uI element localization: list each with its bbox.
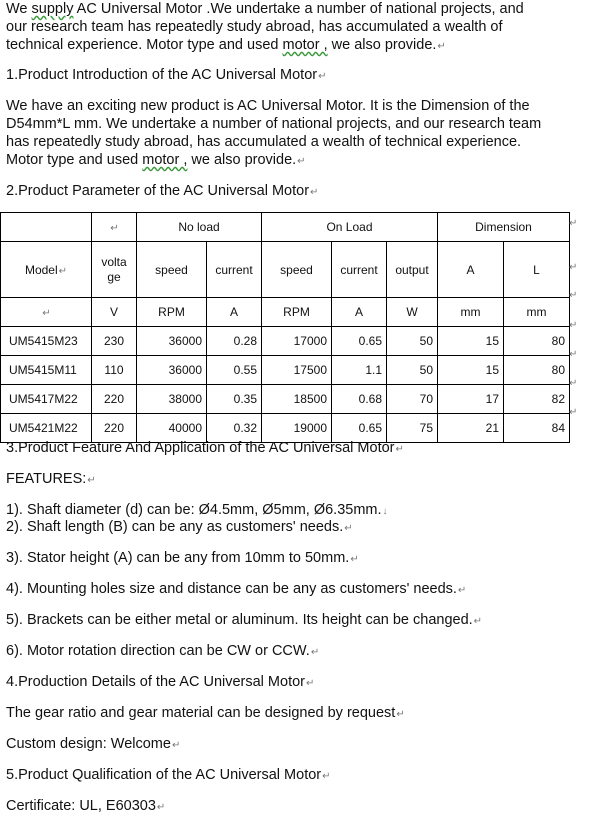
table-cell: 15 [438, 356, 504, 385]
section-3-heading: 3.Product Feature And Application of the AC Universal Motor↵ [6, 440, 404, 456]
paragraph-mark: ↵ [395, 444, 404, 455]
table-units-row [1, 298, 570, 327]
parameter-table [0, 212, 570, 443]
table-cell: 0.65 [332, 327, 387, 356]
table-cell: 0.32 [207, 414, 262, 443]
header-dim-a: A [438, 242, 504, 298]
intro-line-2: our research team has repeatedly study abroad, has accumulated a wealth of [6, 19, 503, 35]
paragraph-mark: ↵ [473, 616, 483, 627]
paragraph-mark: ↵ [437, 41, 446, 52]
feature-4: 4). Mounting holes size and distance can be any as customers' needs.↵ [6, 581, 467, 597]
table-cell: 0.35 [207, 385, 262, 414]
table-cell: 70 [387, 385, 438, 414]
unit-voltage: V [92, 298, 137, 327]
row-end-mark: ↵ [569, 290, 578, 301]
header-nl-speed: speed [137, 242, 207, 298]
table-cell: 1.1 [332, 356, 387, 385]
table-cell: 220 [92, 414, 137, 443]
unit-dim-a: mm [438, 298, 504, 327]
row-end-mark: ↵ [569, 349, 578, 360]
paragraph-mark: ↵ [156, 802, 166, 813]
section-1-line-3: has repeatedly study abroad, has accumulated a wealth of technical experience. [6, 134, 522, 150]
section-5-heading: 5.Product Qualification of the AC Universal Motor↵ [6, 767, 331, 783]
header-dimension: Dimension [438, 213, 570, 242]
table-cell: 220 [92, 385, 137, 414]
feature-3: 3). Stator height (A) can be any from 10mm to 50mm.↵ [6, 550, 359, 566]
section-1-line-2: D54mm*L mm. We undertake a number of national projects, and our research team [6, 116, 542, 132]
table-header-row-groups [1, 213, 570, 242]
unit-nl-speed: RPM [137, 298, 207, 327]
table-cell: 0.28 [207, 327, 262, 356]
unit-ol-current: A [332, 298, 387, 327]
table-cell: 38000 [137, 385, 207, 414]
table-cell: 50 [387, 327, 438, 356]
table-cell: 19000 [262, 414, 332, 443]
section-1-line-4: Motor type and used motor , we also provide.↵ [6, 152, 306, 168]
paragraph-mark: ↵ [87, 475, 96, 486]
line-break-mark: ↓ [382, 506, 388, 517]
table-cell: 36000 [137, 356, 207, 385]
table-cell: 40000 [137, 414, 207, 443]
table-cell: 18500 [262, 385, 332, 414]
section-1-line-1: We have an exciting new product is AC Universal Motor. It is the Dimension of the [6, 98, 530, 114]
section-1-heading: 1.Product Introduction of the AC Universal Motor↵ [6, 67, 327, 83]
table-cell: 0.68 [332, 385, 387, 414]
header-dim-l: L [504, 242, 570, 298]
section-4-line-2: Custom design: Welcome↵ [6, 736, 181, 752]
paragraph-mark: ↵ [344, 523, 353, 534]
table-row [1, 385, 570, 414]
header-output: output [387, 242, 438, 298]
table-cell: 75 [387, 414, 438, 443]
header-nl-current: current [207, 242, 262, 298]
table-cell: UM5415M23 [1, 327, 92, 356]
table-cell: 80 [504, 327, 570, 356]
unit-output: W [387, 298, 438, 327]
table-cell-empty: ↵ [92, 213, 137, 242]
header-voltage: volta ge [92, 242, 137, 298]
table-cell: 21 [438, 414, 504, 443]
table-cell: 0.55 [207, 356, 262, 385]
table-cell: 36000 [137, 327, 207, 356]
section-5-line-1: Certificate: UL, E60303↵ [6, 798, 166, 814]
table-cell: 17000 [262, 327, 332, 356]
table-cell: 0.65 [332, 414, 387, 443]
table-cell: 50 [387, 356, 438, 385]
paragraph-mark: ↵ [318, 71, 327, 82]
table-row [1, 356, 570, 385]
table-header-row-columns [1, 242, 570, 298]
paragraph-mark: ↵ [322, 771, 331, 782]
header-model: Model↵ [1, 242, 92, 298]
features-label: FEATURES:↵ [6, 471, 96, 487]
table-cell: UM5415M11 [1, 356, 92, 385]
table-row [1, 327, 570, 356]
table-cell: UM5417M22 [1, 385, 92, 414]
unit-ol-speed: RPM [262, 298, 332, 327]
table-cell: 17500 [262, 356, 332, 385]
table-cell: 230 [92, 327, 137, 356]
table-cell: 15 [438, 327, 504, 356]
paragraph-mark: ↵ [297, 156, 306, 167]
unit-dim-l: mm [504, 298, 570, 327]
feature-5: 5). Brackets can be either metal or aluminum. Its height can be changed.↵ [6, 612, 483, 628]
paragraph-mark: ↵ [310, 647, 320, 658]
section-2-heading: 2.Product Parameter of the AC Universal Motor↵ [6, 183, 319, 199]
feature-2: 2). Shaft length (B) can be any as customers' needs.↵ [6, 519, 353, 535]
header-ol-current: current [332, 242, 387, 298]
feature-6: 6). Motor rotation direction can be CW or CCW.↵ [6, 643, 320, 659]
table-cell-empty [1, 213, 92, 242]
row-end-mark: ↵ [569, 320, 578, 331]
unit-nl-current: A [207, 298, 262, 327]
header-on-load: On Load [262, 213, 438, 242]
table-cell: 110 [92, 356, 137, 385]
paragraph-mark: ↵ [457, 585, 467, 596]
section-4-line-1: The gear ratio and gear material can be designed by request↵ [6, 705, 405, 721]
table-cell-empty: ↵ [1, 298, 92, 327]
paragraph-mark: ↵ [171, 740, 181, 751]
feature-1: 1). Shaft diameter (d) can be: Ø4.5mm, Ø5mm, Ø6.35mm.↓ [6, 502, 388, 518]
table-cell: 84 [504, 414, 570, 443]
table-cell: 17 [438, 385, 504, 414]
paragraph-mark: ↵ [306, 678, 315, 689]
paragraph-mark: ↵ [310, 187, 319, 198]
row-end-mark: ↵ [569, 218, 578, 229]
section-4-heading: 4.Production Details of the AC Universal Motor↵ [6, 674, 315, 690]
intro-line-1: We supply AC Universal Motor .We undertake a number of national projects, and [6, 1, 524, 17]
intro-line-3: technical experience. Motor type and used motor , we also provide.↵ [6, 37, 446, 53]
header-no-load: No load [137, 213, 262, 242]
table-cell: 82 [504, 385, 570, 414]
row-end-mark: ↵ [569, 262, 578, 273]
header-ol-speed: speed [262, 242, 332, 298]
row-end-mark: ↵ [569, 378, 578, 389]
table-cell: 80 [504, 356, 570, 385]
row-end-mark: ↵ [569, 407, 578, 418]
paragraph-mark: ↵ [396, 709, 405, 720]
table-cell: UM5421M22 [1, 414, 92, 443]
paragraph-mark: ↵ [350, 554, 359, 565]
